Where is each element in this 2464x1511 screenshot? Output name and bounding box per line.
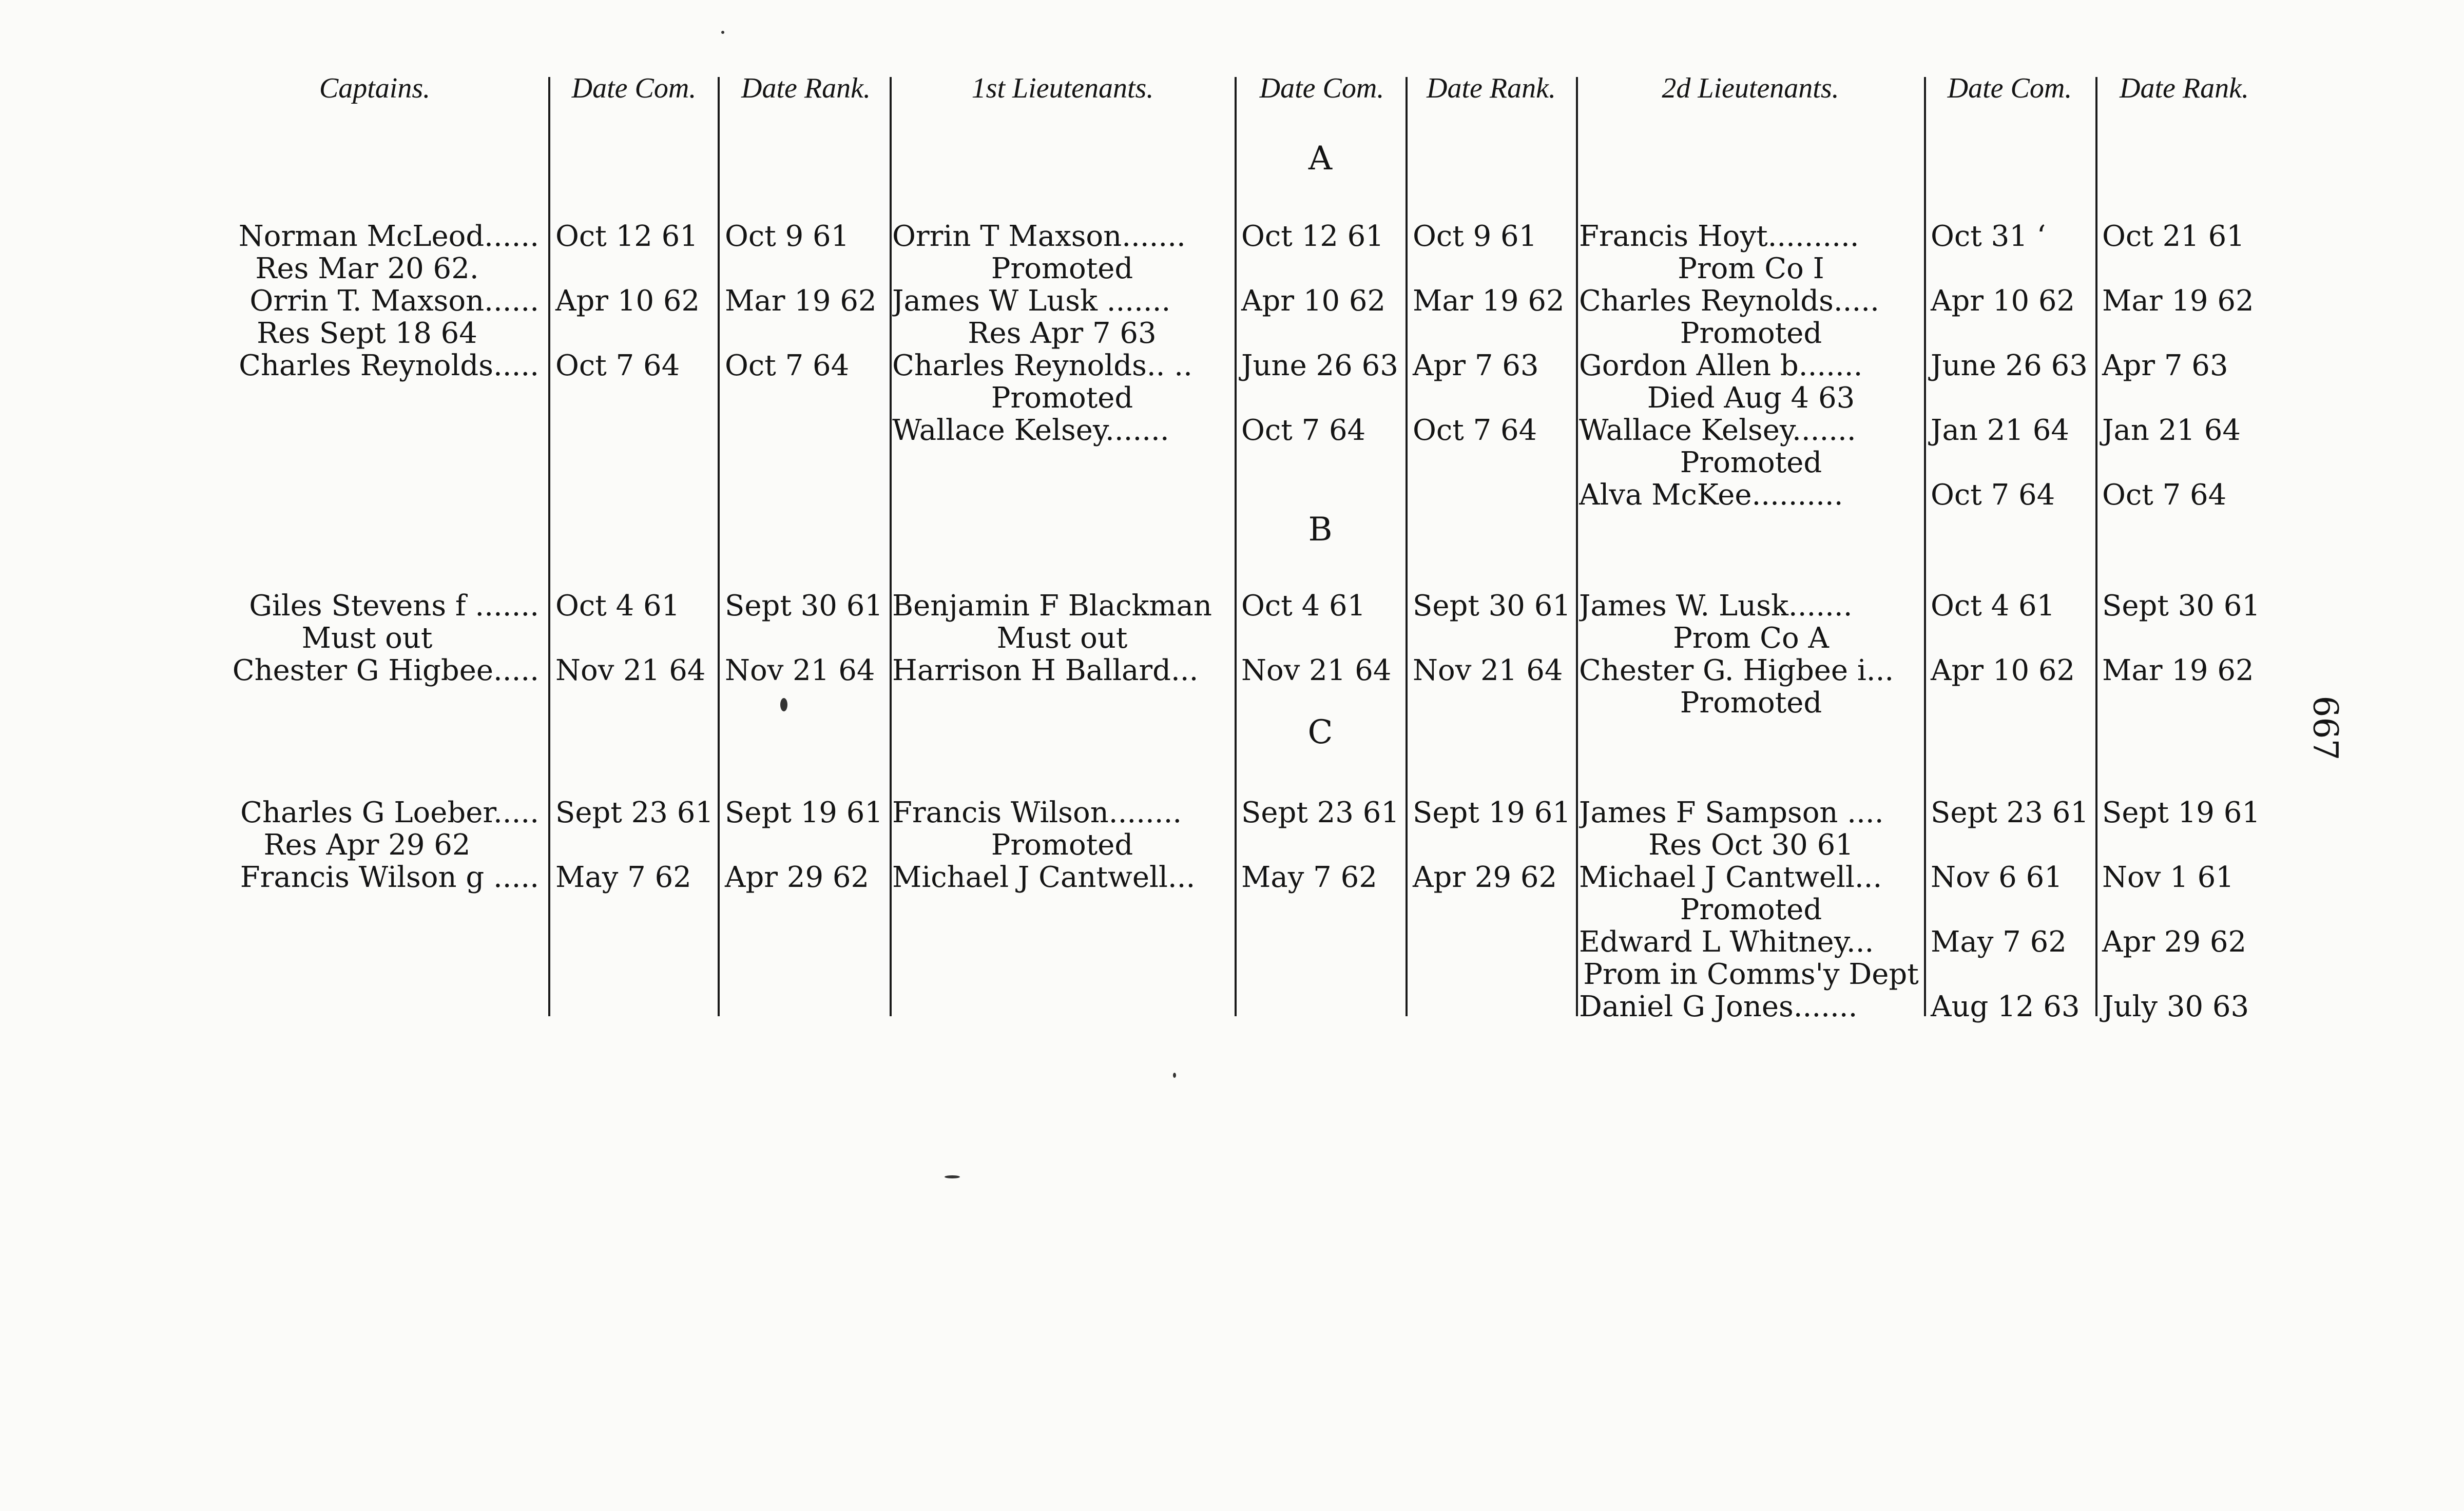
cell-lt1: Benjamin F Blackman <box>892 590 1212 622</box>
cell-lt2-rank <box>2098 382 2275 414</box>
cell-lt2-com <box>1927 447 2094 479</box>
cell-lt1-com <box>1237 687 1404 719</box>
cell-cap <box>195 894 539 926</box>
cell-lt2-com <box>1927 382 2094 414</box>
cell-cap <box>195 926 539 958</box>
cell-lt1-com: June 26 63 <box>1241 350 1398 382</box>
cell-lt2-rank: Sept 30 61 <box>2102 590 2260 622</box>
cell-lt1-rank: Apr 7 63 <box>1413 350 1539 382</box>
cell-lt2-com: Apr 10 62 <box>1931 655 2075 687</box>
cell-lt2: Michael J Cantwell... <box>1579 862 1882 894</box>
cell-cap-rank: Apr 29 62 <box>725 862 870 894</box>
cell-cap: Charles G Loeber..... <box>240 797 539 829</box>
cell-cap <box>195 382 539 414</box>
cell-cap-com <box>551 318 717 350</box>
cell-lt2-rank: Jan 21 64 <box>2102 415 2241 447</box>
cell-cap-com <box>551 991 717 1023</box>
cell-lt1-com <box>1237 447 1404 479</box>
cell-cap-rank <box>721 926 889 958</box>
table-row <box>0 253 2464 285</box>
ink-speck <box>945 1175 960 1178</box>
cell-cap-rank: Mar 19 62 <box>725 285 877 317</box>
cell-lt1: Wallace Kelsey....... <box>892 415 1169 447</box>
cell-lt1-rank <box>1409 687 1575 719</box>
cell-lt1: Must out <box>996 623 1128 654</box>
cell-lt1-rank <box>1409 926 1575 958</box>
cell-cap: Francis Wilson g ..... <box>240 862 539 894</box>
cell-lt1-com <box>1237 829 1404 861</box>
cell-lt1-com <box>1237 253 1404 285</box>
cell-cap: Charles Reynolds..... <box>239 350 539 382</box>
cell-cap-com <box>551 479 717 511</box>
cell-cap-rank: Nov 21 64 <box>725 655 875 687</box>
cell-lt2-com <box>1927 253 2094 285</box>
cell-lt1-com <box>1237 479 1404 511</box>
cell-lt1: Promoted <box>991 253 1133 285</box>
cell-cap-rank <box>721 479 889 511</box>
cell-lt2-com <box>1927 959 2094 991</box>
cell-cap-rank <box>721 829 889 861</box>
cell-lt2-com: Apr 10 62 <box>1931 285 2075 317</box>
cell-lt2: Promoted <box>1680 687 1822 719</box>
cell-lt1-rank <box>1409 318 1575 350</box>
cell-lt2: Res Oct 30 61 <box>1648 829 1854 861</box>
cell-lt2-com: June 26 63 <box>1931 350 2088 382</box>
cell-lt2-rank: July 30 63 <box>2102 991 2249 1023</box>
cell-lt1-com <box>1237 926 1404 958</box>
header-captains: Captains. <box>319 72 431 104</box>
table-row <box>0 221 2464 253</box>
cell-lt2-rank: Oct 21 61 <box>2102 221 2245 253</box>
table-row <box>0 350 2464 382</box>
cell-lt1-com <box>1237 894 1404 926</box>
cell-cap-rank: Oct 9 61 <box>725 221 850 253</box>
cell-lt2: Promoted <box>1680 894 1822 926</box>
cell-cap-rank <box>721 382 889 414</box>
cell-lt1-rank <box>1409 894 1575 926</box>
cell-lt2-com: May 7 62 <box>1931 926 2067 958</box>
cell-cap-rank <box>721 253 889 285</box>
cell-lt1-com <box>1237 623 1404 654</box>
cell-cap-com: Oct 4 61 <box>555 590 680 622</box>
cell-cap-rank <box>721 991 889 1023</box>
cell-cap-com <box>551 253 717 285</box>
cell-cap-com <box>551 687 717 719</box>
header-date-rank-2: Date Rank. <box>1427 72 1556 104</box>
header-date-com-1: Date Com. <box>571 72 697 104</box>
cell-lt1-rank <box>1409 959 1575 991</box>
cell-lt1-com: Oct 12 61 <box>1241 221 1384 253</box>
cell-lt2-rank <box>2098 894 2275 926</box>
cell-cap-com: May 7 62 <box>555 862 691 894</box>
cell-lt2-com <box>1927 829 2094 861</box>
cell-lt2: Prom Co A <box>1673 623 1829 654</box>
cell-lt1-rank: Nov 21 64 <box>1413 655 1563 687</box>
table-row <box>0 862 2464 894</box>
header-date-rank-1: Date Rank. <box>741 72 871 104</box>
cell-lt1-com: Oct 7 64 <box>1241 415 1366 447</box>
cell-lt2-com: Oct 31 ‘ <box>1931 221 2046 253</box>
cell-cap-com <box>551 829 717 861</box>
cell-cap-com: Oct 12 61 <box>555 221 698 253</box>
cell-lt2-rank: Apr 29 62 <box>2102 926 2247 958</box>
table-row <box>0 479 2464 511</box>
cell-lt2-rank <box>2098 447 2275 479</box>
cell-cap-com <box>551 447 717 479</box>
cell-cap-com: Oct 7 64 <box>555 350 680 382</box>
table-row <box>0 382 2464 414</box>
cell-lt2-rank: Nov 1 61 <box>2102 862 2234 894</box>
cell-lt1-rank: Mar 19 62 <box>1413 285 1565 317</box>
cell-lt1-rank: Apr 29 62 <box>1413 862 1557 894</box>
cell-lt1-com <box>1237 318 1404 350</box>
cell-lt1-com: Sept 23 61 <box>1241 797 1399 829</box>
cell-lt1: Michael J Cantwell... <box>892 862 1196 894</box>
cell-lt1-rank <box>1409 829 1575 861</box>
cell-lt2: James F Sampson .... <box>1579 797 1884 829</box>
cell-lt1 <box>892 687 1232 719</box>
cell-lt2-com: Sept 23 61 <box>1931 797 2089 829</box>
table-row <box>0 318 2464 350</box>
table-row <box>0 623 2464 654</box>
cell-cap-com: Nov 21 64 <box>555 655 706 687</box>
cell-lt1-com: Oct 4 61 <box>1241 590 1366 622</box>
cell-lt1: Charles Reynolds.. .. <box>892 350 1192 382</box>
cell-lt2: Died Aug 4 63 <box>1647 382 1855 414</box>
cell-cap-com <box>551 926 717 958</box>
cell-lt1-rank <box>1409 253 1575 285</box>
cell-lt2: Alva McKee.......... <box>1579 479 1843 511</box>
cell-lt2-com: Oct 7 64 <box>1931 479 2055 511</box>
cell-cap <box>195 447 539 479</box>
ink-speck <box>780 698 787 711</box>
cell-cap: Norman McLeod...... <box>238 221 539 253</box>
cell-lt2-rank <box>2098 829 2275 861</box>
header-second-lieutenants: 2d Lieutenants. <box>1662 72 1839 104</box>
ink-speck <box>1173 1073 1176 1078</box>
cell-lt2-rank <box>2098 623 2275 654</box>
cell-lt1-rank <box>1409 447 1575 479</box>
cell-lt1-com: May 7 62 <box>1241 862 1377 894</box>
cell-lt2-rank <box>2098 687 2275 719</box>
cell-lt2: Edward L Whitney... <box>1579 926 1874 958</box>
cell-lt2: Promoted <box>1680 447 1822 479</box>
cell-cap: Res Apr 29 62 <box>263 829 471 861</box>
cell-cap-rank <box>721 687 889 719</box>
cell-lt2-rank: Mar 19 62 <box>2102 285 2254 317</box>
section-letter-b: B <box>1308 511 1333 549</box>
cell-lt1-com <box>1237 991 1404 1023</box>
table-row <box>0 797 2464 829</box>
cell-lt2: Charles Reynolds..... <box>1579 285 1879 317</box>
cell-lt1-rank <box>1409 991 1575 1023</box>
cell-lt2: Daniel G Jones....... <box>1579 991 1858 1023</box>
cell-lt1: Promoted <box>991 382 1133 414</box>
cell-cap <box>195 991 539 1023</box>
cell-cap-com <box>551 959 717 991</box>
cell-lt2: Wallace Kelsey....... <box>1579 415 1856 447</box>
cell-cap: Orrin T. Maxson...... <box>249 285 539 317</box>
table-row <box>0 687 2464 719</box>
cell-lt2-com <box>1927 318 2094 350</box>
cell-lt2-rank: Sept 19 61 <box>2102 797 2260 829</box>
cell-lt1: Orrin T Maxson....... <box>892 221 1186 253</box>
cell-cap-com <box>551 623 717 654</box>
cell-lt1: James W Lusk ....... <box>892 285 1171 317</box>
cell-lt1-rank <box>1409 382 1575 414</box>
ink-speck <box>721 31 724 34</box>
cell-lt1: Francis Wilson........ <box>892 797 1182 829</box>
cell-cap-com <box>551 382 717 414</box>
cell-lt1-com: Nov 21 64 <box>1241 655 1392 687</box>
cell-cap-com: Apr 10 62 <box>555 285 700 317</box>
table-row <box>0 959 2464 991</box>
table-row <box>0 285 2464 317</box>
cell-lt2-com <box>1927 894 2094 926</box>
header-date-rank-3: Date Rank. <box>2120 72 2249 104</box>
cell-lt2-com: Nov 6 61 <box>1931 862 2063 894</box>
cell-cap-com <box>551 894 717 926</box>
cell-lt2-com: Aug 12 63 <box>1931 991 2080 1023</box>
cell-cap <box>195 959 539 991</box>
table-row <box>0 655 2464 687</box>
table-row <box>0 415 2464 447</box>
table-row <box>0 590 2464 622</box>
table-row <box>0 829 2464 861</box>
cell-cap <box>195 479 539 511</box>
cell-cap: Res Mar 20 62. <box>255 253 479 285</box>
cell-cap: Must out <box>301 623 433 654</box>
cell-lt1-com: Apr 10 62 <box>1241 285 1386 317</box>
cell-lt2: Promoted <box>1680 318 1822 350</box>
cell-lt1-com <box>1237 959 1404 991</box>
cell-cap-rank <box>721 318 889 350</box>
cell-lt1-rank: Oct 7 64 <box>1413 415 1537 447</box>
cell-lt1 <box>892 894 1232 926</box>
cell-lt2-com <box>1927 623 2094 654</box>
cell-cap-rank: Sept 19 61 <box>725 797 883 829</box>
cell-lt1-rank <box>1409 623 1575 654</box>
cell-lt1 <box>892 447 1232 479</box>
cell-lt2-rank: Oct 7 64 <box>2102 479 2227 511</box>
cell-lt2-com: Jan 21 64 <box>1931 415 2070 447</box>
cell-cap <box>195 415 539 447</box>
table-row <box>0 991 2464 1023</box>
cell-lt1-rank <box>1409 479 1575 511</box>
cell-cap-rank: Oct 7 64 <box>725 350 850 382</box>
cell-lt2: Chester G. Higbee i... <box>1579 655 1894 687</box>
cell-cap-rank <box>721 894 889 926</box>
cell-lt1 <box>892 991 1232 1023</box>
cell-lt1 <box>892 479 1232 511</box>
cell-lt2-rank <box>2098 959 2275 991</box>
cell-lt2: James W. Lusk....... <box>1579 590 1853 622</box>
cell-lt2-rank <box>2098 253 2275 285</box>
cell-lt2: Prom Co I <box>1678 253 1824 285</box>
cell-lt2: Prom in Comms'y Dept <box>1583 959 1919 991</box>
cell-cap-com <box>551 415 717 447</box>
cell-lt1-rank: Oct 9 61 <box>1413 221 1537 253</box>
cell-lt1-com <box>1237 382 1404 414</box>
cell-lt1: Harrison H Ballard... <box>892 655 1199 687</box>
cell-lt2: Gordon Allen b....... <box>1579 350 1863 382</box>
cell-lt2-rank <box>2098 318 2275 350</box>
cell-cap-com: Sept 23 61 <box>555 797 714 829</box>
cell-lt2: Francis Hoyt.......... <box>1579 221 1859 253</box>
cell-lt2-com <box>1927 687 2094 719</box>
header-first-lieutenants: 1st Lieutenants. <box>971 72 1154 104</box>
cell-cap-rank <box>721 415 889 447</box>
table-row <box>0 447 2464 479</box>
table-row <box>0 926 2464 958</box>
cell-cap-rank: Sept 30 61 <box>725 590 883 622</box>
cell-lt2-com: Oct 4 61 <box>1931 590 2055 622</box>
cell-cap-rank <box>721 623 889 654</box>
cell-cap <box>195 687 539 719</box>
header-date-com-2: Date Com. <box>1259 72 1384 104</box>
cell-lt1: Res Apr 7 63 <box>968 318 1157 350</box>
cell-cap: Giles Stevens f ....... <box>249 590 539 622</box>
cell-cap-rank <box>721 959 889 991</box>
cell-lt1: Promoted <box>991 829 1133 861</box>
cell-cap: Chester G Higbee..... <box>232 655 539 687</box>
header-date-com-3: Date Com. <box>1947 72 2072 104</box>
table-row <box>0 894 2464 926</box>
section-letter-a: A <box>1308 140 1333 178</box>
cell-cap: Res Sept 18 64 <box>257 318 477 350</box>
cell-lt2-rank: Apr 7 63 <box>2102 350 2228 382</box>
cell-lt1 <box>892 926 1232 958</box>
cell-lt1-rank: Sept 19 61 <box>1413 797 1571 829</box>
cell-lt1-rank: Sept 30 61 <box>1413 590 1571 622</box>
cell-lt2-rank: Mar 19 62 <box>2102 655 2254 687</box>
cell-cap-rank <box>721 447 889 479</box>
section-letter-c: C <box>1307 713 1333 751</box>
cell-lt1 <box>892 959 1232 991</box>
page-number: 667 <box>2305 695 2345 761</box>
